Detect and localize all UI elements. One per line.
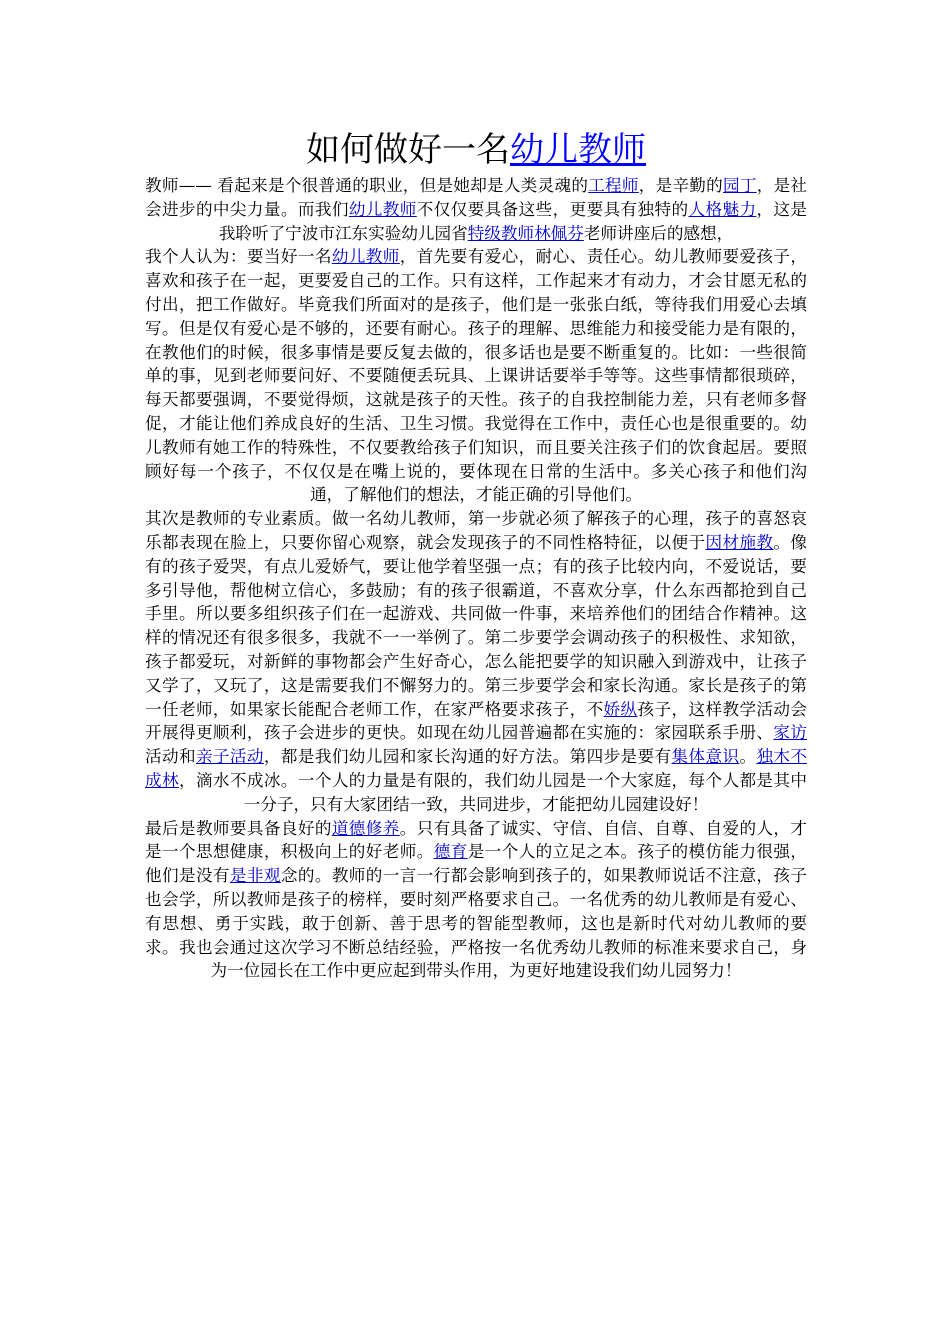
text-run: 活动和 bbox=[145, 747, 196, 767]
text-run: ，是社会进步的中尖力量。而我们 bbox=[145, 176, 808, 219]
inline-link[interactable]: 人格魅力 bbox=[688, 199, 757, 219]
inline-link[interactable]: 家访 bbox=[773, 723, 807, 743]
inline-link[interactable]: 因材施教 bbox=[705, 532, 774, 552]
inline-link[interactable]: 园丁 bbox=[723, 176, 757, 195]
text-run: 。 bbox=[739, 747, 757, 767]
document-body bbox=[145, 174, 807, 983]
inline-link[interactable]: 集体意识 bbox=[671, 747, 740, 767]
document-page bbox=[145, 128, 807, 983]
paragraph-professional-quality bbox=[145, 507, 807, 816]
document-title bbox=[145, 128, 807, 172]
text-run: ，这是我聆听了宁波市江东实验幼儿园省 bbox=[218, 199, 807, 243]
paragraph-moral-cultivation bbox=[145, 817, 807, 984]
text-run: 教师—— 看起来是个很普通的职业，但是她却是人类灵魂的 bbox=[145, 176, 589, 195]
inline-link[interactable]: 幼儿教师 bbox=[331, 247, 400, 267]
paragraph-intro bbox=[145, 174, 807, 245]
inline-link[interactable]: 德育 bbox=[433, 842, 468, 862]
inline-link[interactable]: 道德修养 bbox=[331, 818, 400, 838]
text-run: 最后是教师要具备良好的 bbox=[145, 818, 332, 838]
text-run: 是一个人的立足之本。孩子的模仿能力很强，他们是没有 bbox=[145, 842, 807, 886]
inline-link[interactable]: 独木不成林 bbox=[145, 747, 807, 790]
text-run: 。只有具备了诚实、守信、自信、自尊、自爱的人，才是一个思想健康，积极向上的好老师。 bbox=[145, 818, 807, 862]
inline-link[interactable]: 幼儿教师 bbox=[348, 199, 417, 219]
text-run: 孩子，这样教学活动会开展得更顺利，孩子会进步的更快。如现在幼儿园普遍都在实施的：家园联系手册、 bbox=[145, 699, 807, 743]
text-run: 。像有的孩子爱哭，有点儿爱娇气，要让他学着坚强一点；有的孩子比较内向，不爱说话，要多引导他，帮他树立信心，多鼓励；有的孩子很霸道，不喜欢分享，什么东西都抢到自己手里。所以要多组织孩子们在一起游戏、共同做一件事，来培养他们的团结合作精神。这样的情况还有很多很多，我就不一一举例了。第二步要学会调动孩子的积极性、求知欲，孩子都爱玩，对新鲜的事物都会产生好奇心，怎么能把要学的知识融入到游戏中，让孩子又学了，又玩了，这是需要我们不懈努力的。第三步要学会和家长沟通。家长是孩子的第一任老师，如果家长能配合老师工作，在家严格要求孩子，不 bbox=[145, 532, 807, 719]
text-run: 老师讲座后的感想， bbox=[583, 223, 734, 243]
text-run: 我个人认为：要当好一名 bbox=[145, 247, 332, 267]
inline-link[interactable]: 娇纵 bbox=[603, 699, 638, 719]
text-run: 其次是教师的专业素质。做一名幼儿教师，第一步就必须了解孩子的心理，孩子的喜怒哀乐都表现在脸上，只要你留心观察，就会发现孩子的不同性格特征，以便于 bbox=[145, 509, 807, 552]
title-link[interactable]: 幼儿教师 bbox=[510, 130, 646, 170]
text-run: ，都是我们幼儿园和家长沟通的好方法。第四步是要有 bbox=[263, 747, 672, 767]
inline-link[interactable]: 亲子活动 bbox=[195, 747, 264, 767]
text-run: 念的。教师的一言一行都会影响到孩子的，如果教师说话不注意，孩子也会学，所以教师是孩子的榜样，要时刻严格要求自己。一名优秀的幼儿教师是有爱心、有思想、勇于实践，敢于创新、善于思考的智能型教师，这也是新时代对幼儿教师的要求。我也会通过这次学习不断总结经验，严格按一名优秀幼儿教师的标准来要求自己，身为一位园长在工作中更应起到带头作用，为更好地建设我们幼儿园努力！ bbox=[145, 866, 807, 981]
title-text: 如何做好一名 bbox=[306, 130, 510, 170]
inline-link[interactable]: 是非观 bbox=[229, 866, 281, 886]
text-run: ，滴水不成冰。一个人的力量是有限的，我们幼儿园是一个大家庭，每个人都是其中一分子，只有大家团结一致，共同进步，才能把幼儿园建设好！ bbox=[178, 770, 807, 814]
text-run: 不仅仅要具备这些，更要具有独特的 bbox=[416, 199, 689, 219]
inline-link[interactable]: 特级教师林佩芬 bbox=[467, 223, 584, 243]
text-run: ，首先要有爱心，耐心、责任心。幼儿教师要爱孩子，喜欢和孩子在一起，更要爱自己的工作。只有这样，工作起来才有动力，才会甘愿无私的付出，把工作做好。毕竟我们所面对的是孩子，他们是一张张白纸，等待我们用爱心去填写。但是仅有爱心是不够的，还要有耐心。孩子的理解、思维能力和接受能力是有限的，在教他们的时候，很多事情是要反复去做的，很多话也是要不断重复的。比如：一些很简单的事，见到老师要问好、不要随便丢玩具、上课讲话要举手等等。这些事情都很琐碎，每天都要强调，不要觉得烦，这就是孩子的天性。孩子的自我控制能力差，只有老师多督促，才能让他们养成良好的生活、卫生习惯。我觉得在工作中，责任心也是很重要的。幼儿教师有她工作的特殊性，不仅要教给孩子们知识，而且要关注孩子们的饮食起居。要照顾好每一个孩子，不仅仅是在嘴上说的，要体现在日常的生活中。多关心孩子和他们沟通，了解他们的想法，才能正确的引导他们。 bbox=[145, 247, 807, 505]
text-run: ，是辛勤的 bbox=[638, 176, 723, 195]
inline-link[interactable]: 工程师 bbox=[588, 176, 639, 195]
paragraph-love-patience bbox=[145, 245, 807, 507]
